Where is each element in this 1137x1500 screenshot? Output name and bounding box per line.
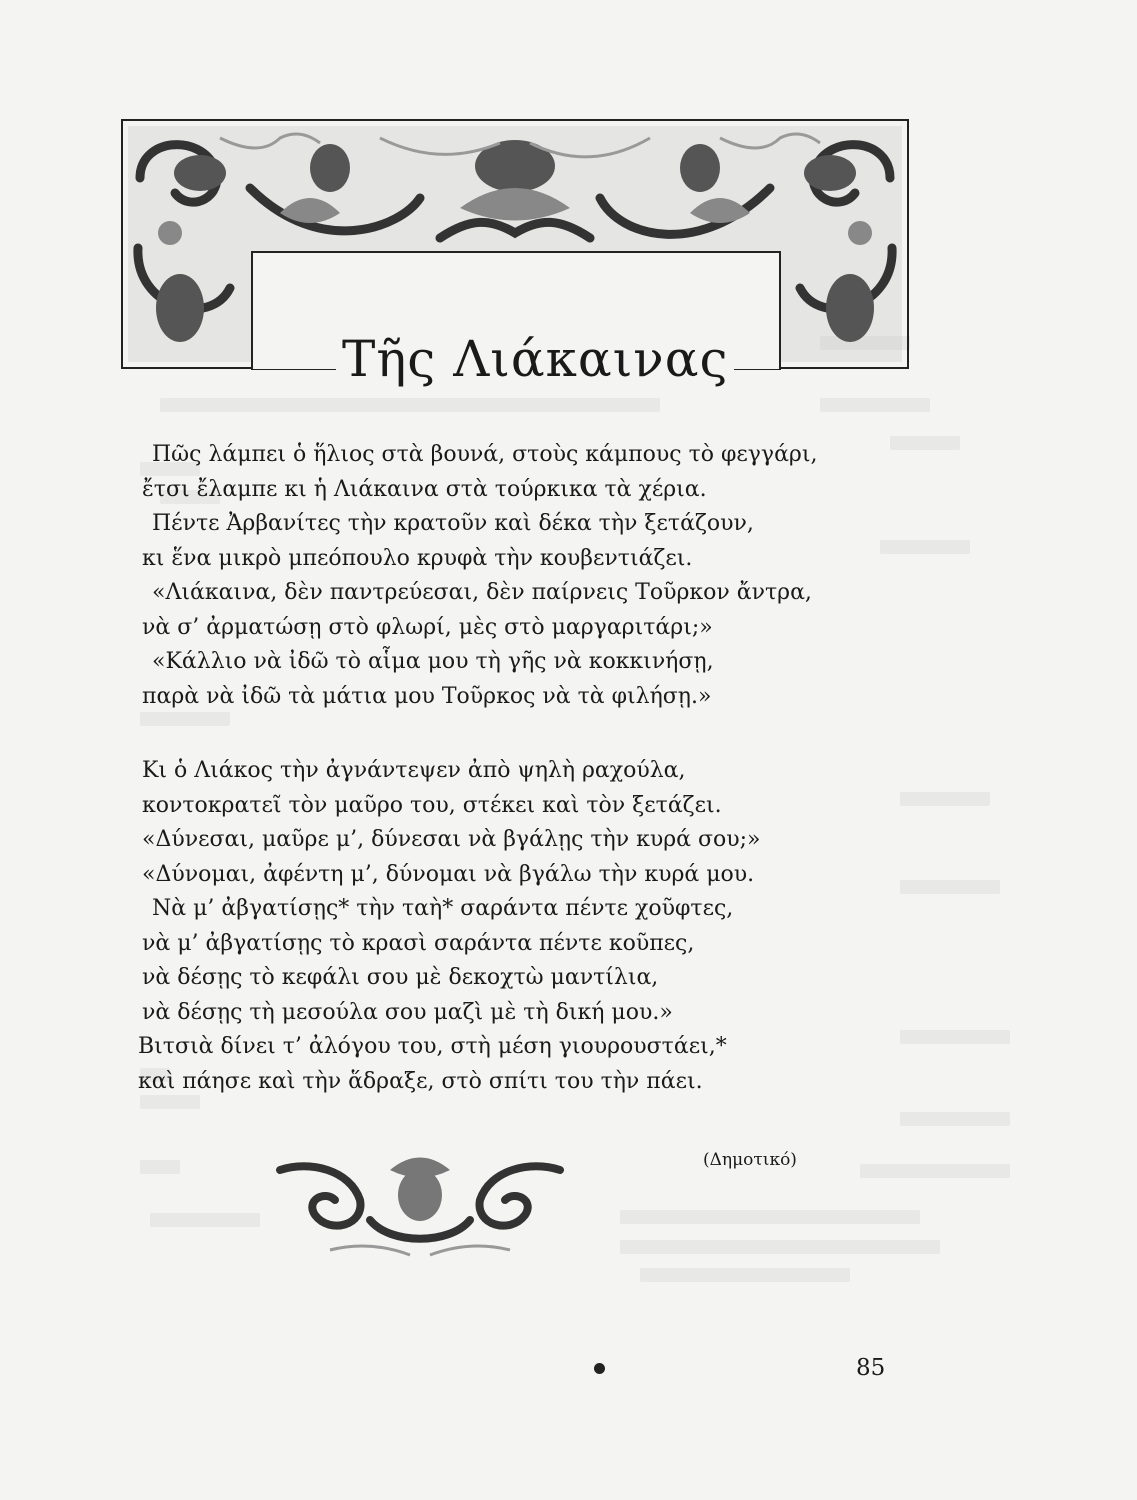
poem-line: Νὰ μ’ ἀβγατίσῃς* τὴν ταὴ* σαράντα πέντε χοῦφτες, (152, 896, 734, 921)
poem-line: νὰ σ’ ἀρματώσῃ στὸ φλωρί, μὲς στὸ μαργαριτάρι;» (142, 614, 713, 640)
poem-line: νὰ μ’ ἀβγατίσῃς τὸ κρασὶ σαράντα πέντε κοῦπες, (142, 930, 695, 956)
poem-line: «Κάλλιο νὰ ἰδῶ τὸ αἷμα μου τὴ γῆς νὰ κοκκινήσῃ, (152, 649, 714, 674)
decorative-tailpiece-ornament (270, 1150, 570, 1265)
poem-line: Βιτσιὰ δίνει τ’ ἀλόγου του, στὴ μέση γιουρουστάει,* (138, 1034, 727, 1059)
stanza-2 (138, 754, 908, 1099)
poem-line: ἔτσι ἔλαμπε κι ἡ Λιάκαινα στὰ τούρκικα τὰ χέρια. (142, 476, 707, 502)
poem-line: Κι ὁ Λιάκος τὴν ἀγνάντεψεν ἀπὸ ψηλὴ ραχούλα, (142, 758, 686, 783)
poem-body (138, 438, 908, 1103)
poem-line: «Δύνομαι, ἀφέντη μ’, δύνομαι νὰ βγάλω τὴν κυρά μου. (142, 861, 755, 887)
poem-line: καὶ πάησε καὶ τὴν ἅδραξε, στὸ σπίτι του τὴν πάει. (138, 1068, 703, 1094)
attribution: (Δημοτικό) (703, 1150, 797, 1170)
poem-title: Τῆς Λιάκαινας (336, 330, 734, 388)
poem-line: Πέντε Ἀρβανίτες τὴν κρατοῦν καὶ δέκα τὴν ξετάζουν, (152, 511, 754, 536)
page-number: 85 (856, 1355, 886, 1381)
poem-line: κοντοκρατεῖ τὸν μαῦρο του, στέκει καὶ τὸν ξετάζει. (142, 792, 722, 818)
poem-line: παρὰ νὰ ἰδῶ τὰ μάτια μου Τοῦρκος νὰ τὰ φιλήσῃ.» (142, 683, 712, 709)
poem-line: Πῶς λάμπει ὁ ἥλιος στὰ βουνά, στοὺς κάμπους τὸ φεγγάρι, (152, 442, 818, 467)
poem-line: «Δύνεσαι, μαῦρε μ’, δύνεσαι νὰ βγάλῃς τὴν κυρά σου;» (142, 827, 761, 852)
poem-line: νὰ δέσῃς τὸ κεφάλι σου μὲ δεκοχτὼ μαντίλια, (142, 965, 659, 990)
page-mark-dot (594, 1363, 605, 1374)
stanza-1 (138, 438, 908, 714)
poem-line: νὰ δέσῃς τὴ μεσούλα σου μαζὶ μὲ τὴ δική μου.» (142, 999, 673, 1025)
poem-line: «Λιάκαινα, δὲν παντρεύεσαι, δὲν παίρνεις Τοῦρκον ἄντρα, (152, 580, 812, 605)
poem-line: κι ἕνα μικρὸ μπεόπουλο κρυφὰ τὴν κουβεντιάζει. (142, 545, 693, 571)
